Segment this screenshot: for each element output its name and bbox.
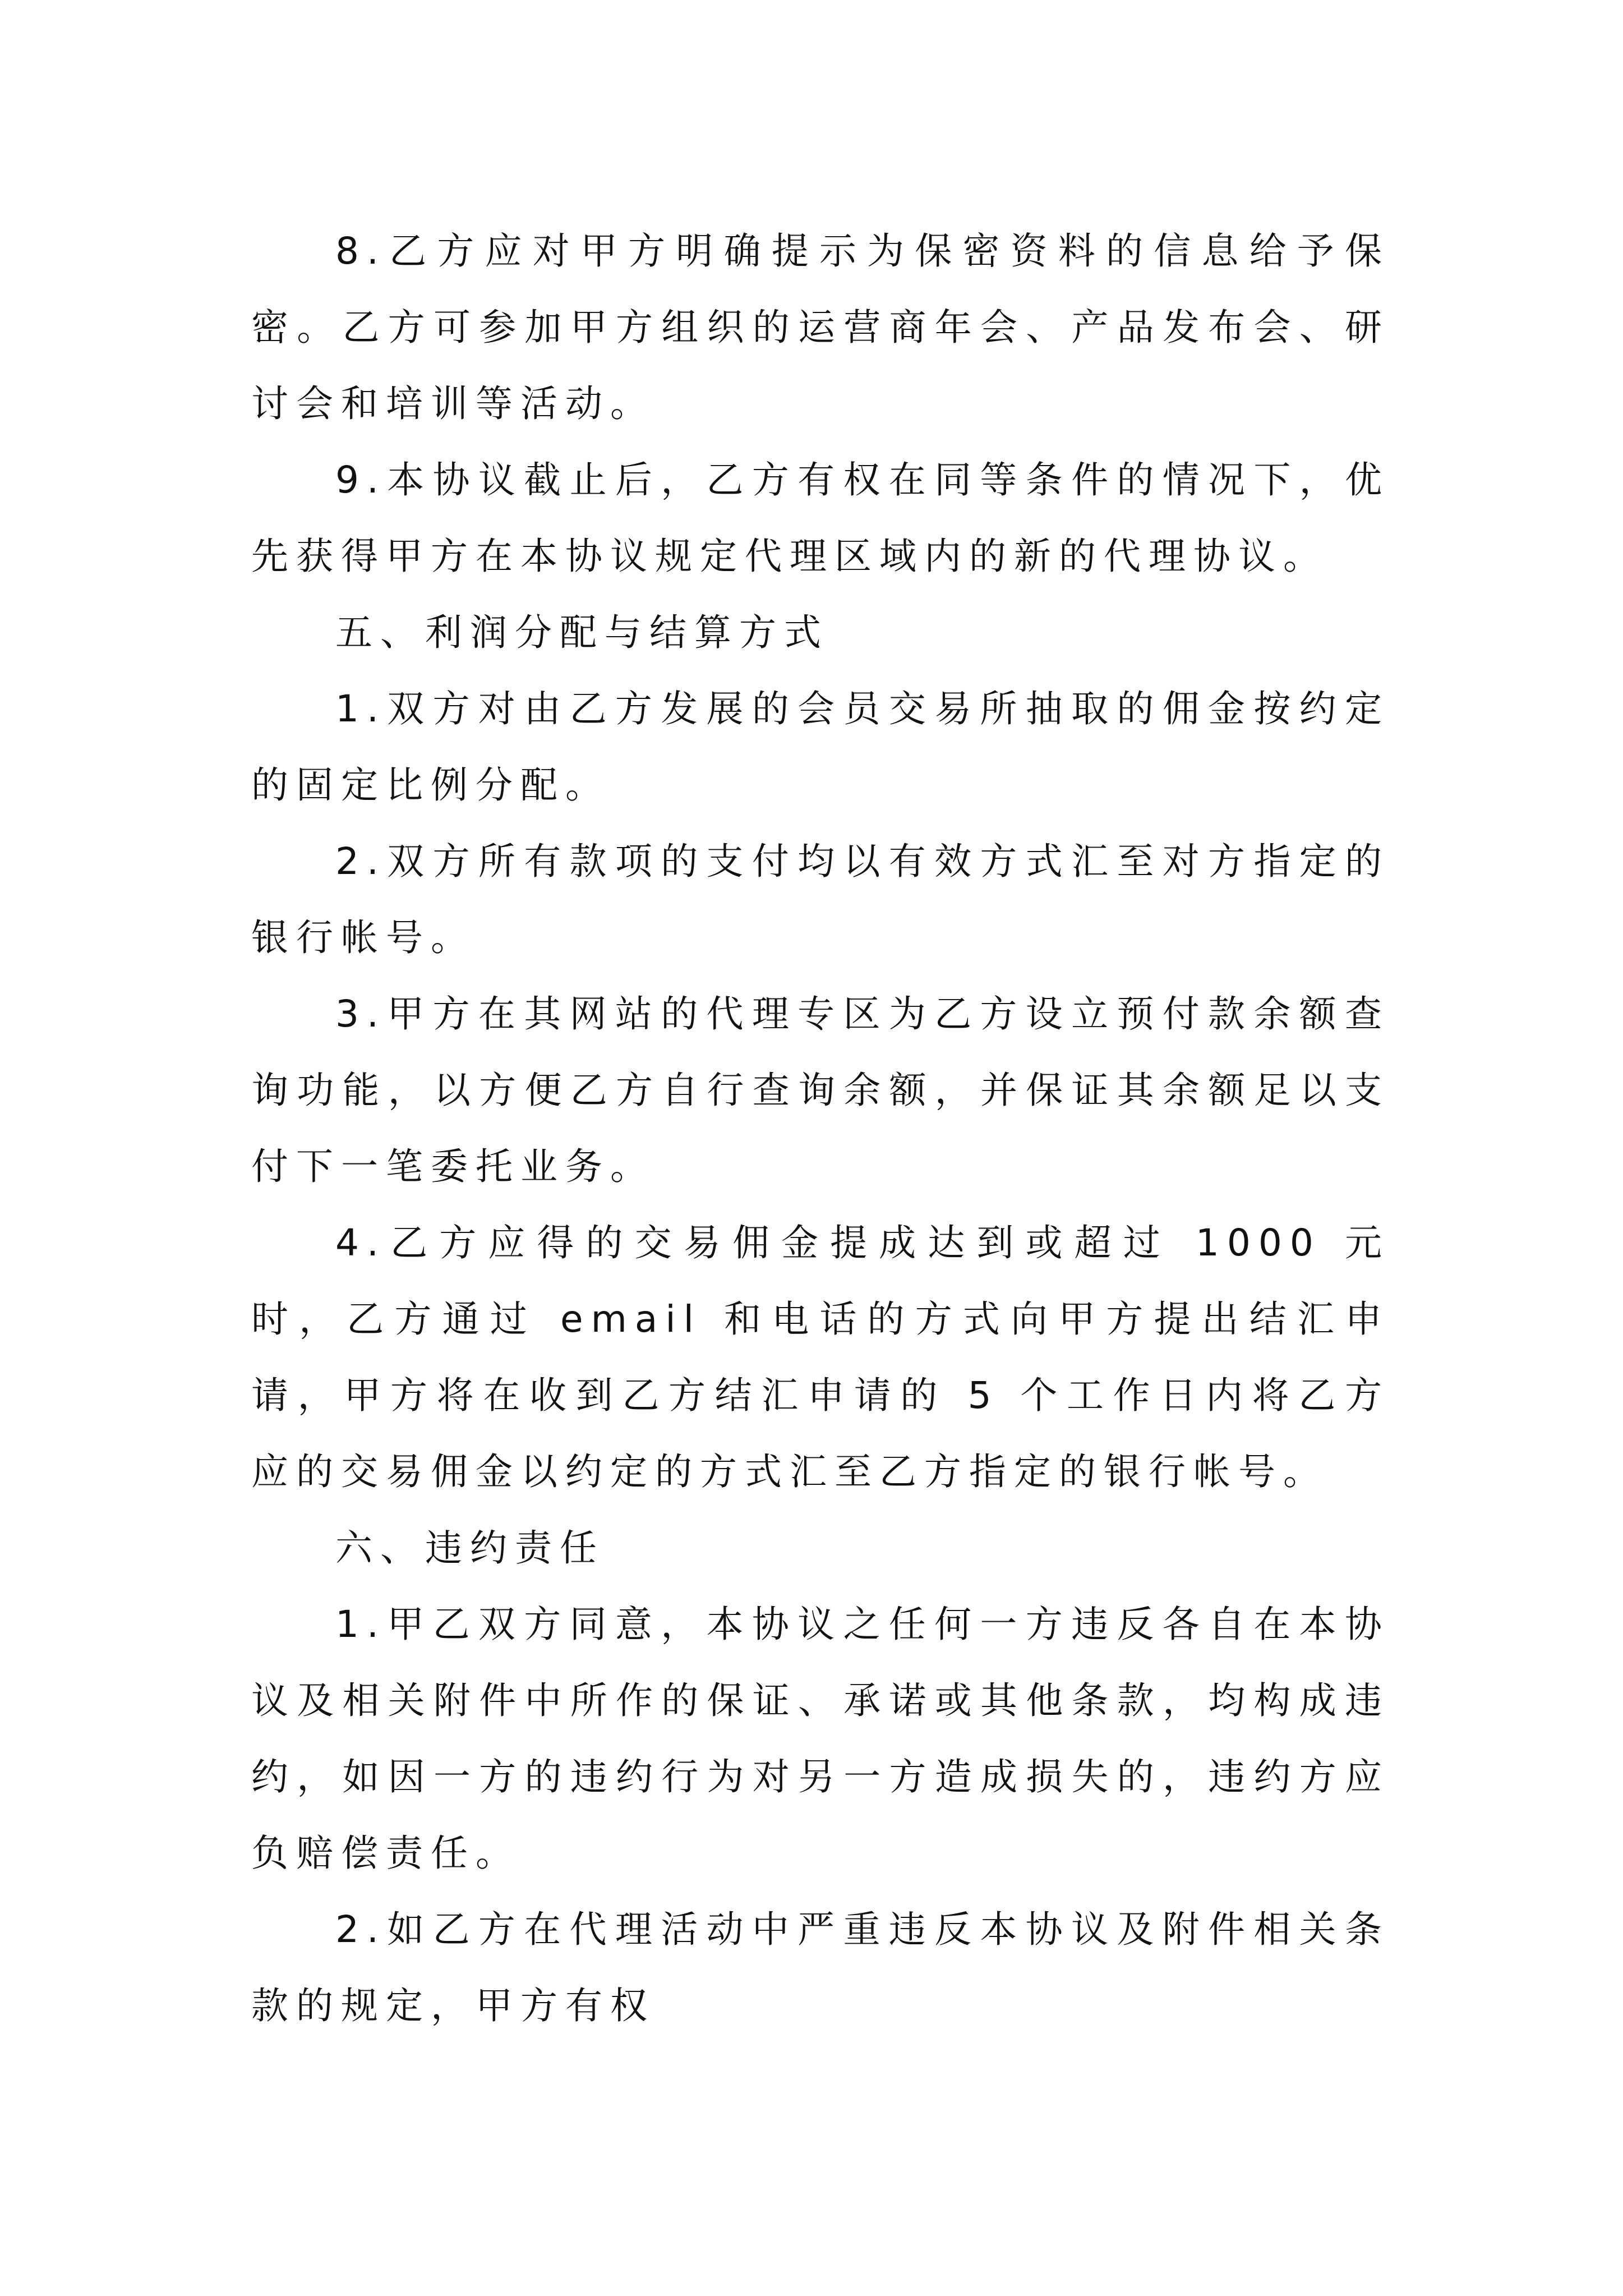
paragraph-clause-9: 9.本协议截止后，乙方有权在同等条件的情况下，优先获得甲方在本协议规定代理区域内的新的代理协议。 [251, 458, 1390, 578]
paragraph-5-3: 3.甲方在其网站的代理专区为乙方设立预付款余额查询功能，以方便乙方自行查询余额，并保证其余额足以支付下一笔委托业务。 [251, 992, 1390, 1188]
section-heading-6: 六、违约责任 [335, 1526, 605, 1570]
section-heading-5: 五、利润分配与结算方式 [335, 611, 829, 654]
paragraph-5-2: 2.双方所有款项的支付均以有效方式汇至对方指定的银行帐号。 [251, 840, 1390, 959]
paragraph-5-1: 1.双方对由乙方发展的会员交易所抽取的佣金按约定的固定比例分配。 [251, 687, 1390, 807]
paragraph-clause-8: 8.乙方应对甲方明确提示为保密资料的信息给予保密。乙方可参加甲方组织的运营商年会、产品发布会、研讨会和培训等活动。 [251, 229, 1390, 425]
document-body [251, 213, 1390, 2044]
paragraph-6-2: 2.如乙方在代理活动中严重违反本协议及附件相关条款的规定，甲方有权 [251, 1908, 1390, 2027]
paragraph-6-1: 1.甲乙双方同意，本协议之任何一方违反各自在本协议及相关附件中所作的保证、承诺或其他条款，均构成违约，如因一方的违约行为对另一方造成损失的，违约方应负赔偿责任。 [251, 1603, 1390, 1875]
paragraph-5-4: 4.乙方应得的交易佣金提成达到或超过 1000 元时，乙方通过 email 和电话的方式向甲方提出结汇申请，甲方将在收到乙方结汇申请的 5 个工作日内将乙方应的交易佣金以约定的方式汇至乙方指定的银行帐号。 [251, 1221, 1390, 1493]
